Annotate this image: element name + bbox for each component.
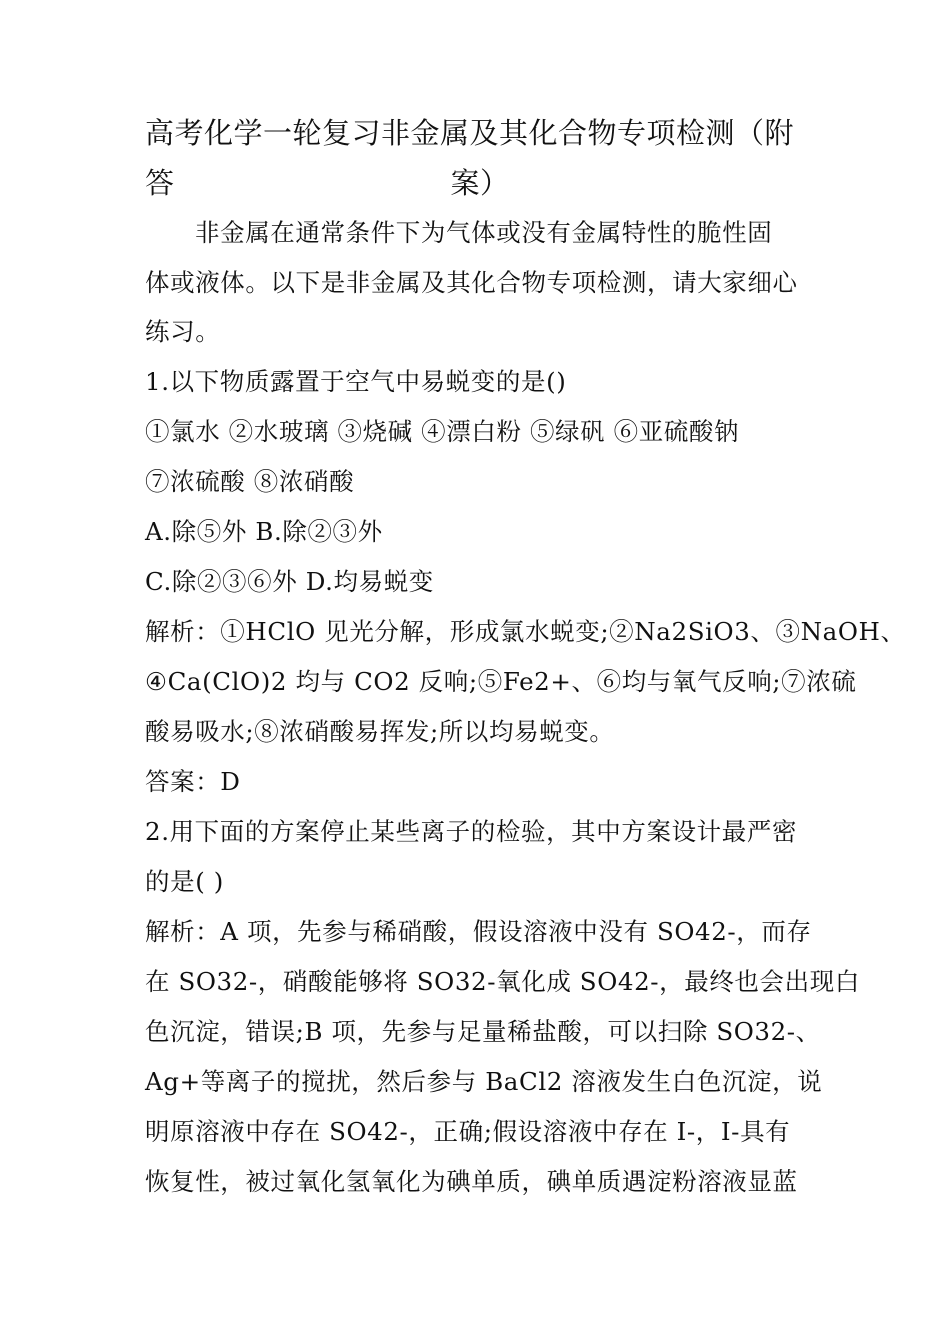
- option-line: A.除⑤外 B.除②③外: [145, 517, 383, 546]
- analysis-line: ④Ca(ClO)2 均与 CO2 反响;⑤Fe2+、⑥均与氧气反响;⑦浓硫: [145, 667, 857, 696]
- analysis-line: Ag+等离子的搅扰，然后参与 BaCl2 溶液发生白色沉淀，说: [145, 1067, 823, 1096]
- paragraph-line: 非金属在通常条件下为气体或没有金属特性的脆性固: [195, 218, 773, 247]
- answer-line: 答案：D: [145, 767, 241, 796]
- analysis-line: 色沉淀，错误;B 项，先参与足量稀盐酸，可以扫除 SO32-、: [145, 1017, 821, 1046]
- analysis-line: 酸易吸水;⑧浓硝酸易挥发;所以均易蜕变。: [145, 717, 615, 746]
- analysis-line: 明原溶液中存在 SO42-，正确;假设溶液中存在 I-，I-具有: [145, 1117, 791, 1146]
- analysis-line: 解析：①HClO 见光分解，形成氯水蜕变;②Na2SiO3、③NaOH、: [145, 617, 906, 646]
- option-line: C.除②③⑥外 D.均易蜕变: [145, 567, 434, 596]
- question-line: 2.用下面的方案停止某些离子的检验，其中方案设计最严密: [145, 817, 798, 846]
- question-line: ①氯水 ②水玻璃 ③烧碱 ④漂白粉 ⑤绿矾 ⑥亚硫酸钠: [145, 417, 740, 446]
- paragraph-line: 体或液体。以下是非金属及其化合物专项检测，请大家细心: [145, 268, 798, 297]
- analysis-line: 解析：A 项，先参与稀硝酸，假设溶液中没有 SO42-，而存: [145, 917, 812, 946]
- paragraph-line: 练习。: [145, 317, 221, 346]
- analysis-line: 恢复性，被过氧化氢氧化为碘单质，碘单质遇淀粉溶液显蓝: [145, 1167, 798, 1196]
- title-line-1: 高考化学一轮复习非金属及其化合物专项检测（附答: [145, 116, 795, 200]
- title-line-2: 案）: [450, 166, 510, 200]
- question-line: ⑦浓硫酸 ⑧浓硝酸: [145, 467, 355, 496]
- question-line: 的是( ): [145, 867, 224, 896]
- analysis-line: 在 SO32-，硝酸能够将 SO32-氧化成 SO42-，最终也会出现白: [145, 967, 860, 996]
- question-line: 1.以下物质露置于空气中易蜕变的是(): [145, 367, 567, 396]
